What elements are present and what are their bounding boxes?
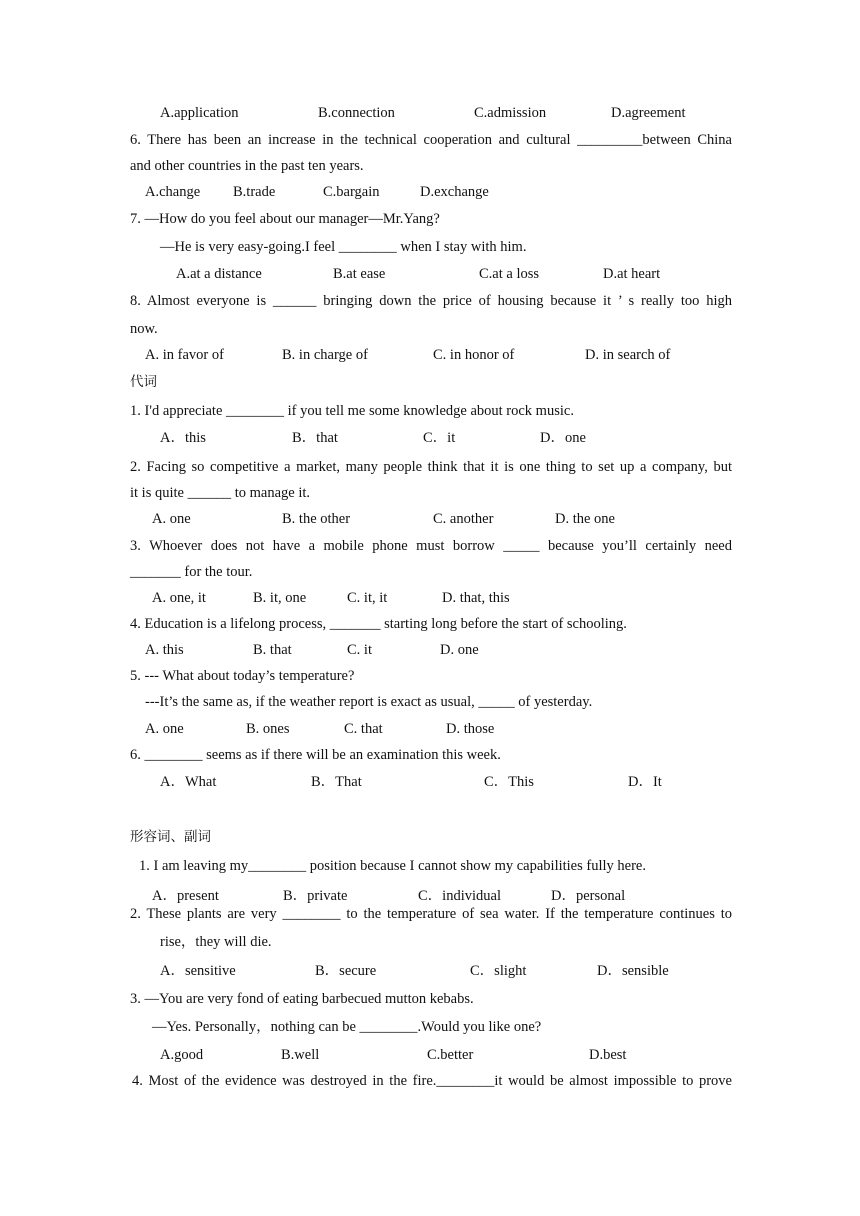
option-d: D. one (440, 642, 479, 658)
option-d: D．one (540, 430, 586, 446)
option-c: C.better (427, 1047, 474, 1063)
option-d: D. that, this (442, 590, 510, 606)
pronoun-question-6-stem: 6. ________ seems as if there will be an examination this week. (130, 747, 501, 763)
option-d: D. in search of (585, 347, 671, 363)
section-heading-adjective-adverb: 形容词、副词 (130, 829, 211, 845)
option-c: C. in honor of (433, 347, 515, 363)
option-d: D.at heart (603, 266, 661, 282)
option-b: B. it, one (253, 590, 307, 606)
question-7-stem: 7. —How do you feel about our manager—Mr.Yang? (130, 211, 440, 227)
option-a: A. one, it (152, 590, 206, 606)
option-a: A.at a distance (176, 266, 262, 282)
option-d: D．sensible (597, 963, 669, 979)
pronoun-question-2-stem-cont: it is quite ______ to manage it. (130, 485, 311, 501)
option-a: A．present (152, 888, 219, 904)
section-heading-pronoun: 代词 (130, 374, 157, 390)
option-a: A．this (160, 430, 206, 446)
question-6-stem: 6. There has been an increase in the technical cooperation and cultural _________between China (130, 132, 732, 148)
option-c: C. that (344, 721, 383, 737)
option-d: D．personal (551, 888, 626, 904)
adjective-question-2-stem-cont: rise，they will die. (160, 934, 272, 950)
option-d: D.exchange (420, 184, 489, 200)
option-b: B．private (283, 888, 348, 904)
option-b: B.at ease (333, 266, 386, 282)
option-a: A．sensitive (160, 963, 236, 979)
option-a: A. in favor of (145, 347, 224, 363)
option-d: D．It (628, 774, 662, 790)
option-b: B. ones (246, 721, 290, 737)
pronoun-question-4-stem: 4. Education is a lifelong process, _______ starting long before the start of schooling. (130, 616, 627, 632)
adjective-question-1-stem: 1. I am leaving my________ position because I cannot show my capabilities fully here. (139, 858, 646, 874)
adjective-question-3-reply: —Yes. Personally，nothing can be ________.Would you like one? (152, 1019, 542, 1035)
pronoun-question-5-reply: ---It’s the same as, if the weather report is exact as usual, _____ of yesterday. (145, 694, 593, 710)
option-b: B．secure (315, 963, 377, 979)
pronoun-question-2-stem: 2. Facing so competitive a market, many people think that it is one thing to set up a company, but (130, 459, 732, 475)
option-a: A. this (145, 642, 184, 658)
option-d: D.agreement (611, 105, 686, 121)
adjective-question-4-stem: 4. Most of the evidence was destroyed in the fire.________it would be almost impossible to prove (132, 1073, 732, 1089)
option-a: A.application (160, 105, 239, 121)
question-6-stem-cont: and other countries in the past ten years. (130, 158, 364, 174)
option-b: B.trade (233, 184, 276, 200)
option-c: C.at a loss (479, 266, 540, 282)
option-a: A. one (145, 721, 184, 737)
question-7-reply: —He is very easy-going.I feel ________ when I stay with him. (160, 239, 527, 255)
option-b: B．that (292, 430, 338, 446)
option-d: D. the one (555, 511, 615, 527)
adjective-question-2-stem: 2. These plants are very ________ to the temperature of sea water. If the temperature continues to (130, 906, 732, 922)
option-b: B.well (281, 1047, 320, 1063)
option-c: C．slight (470, 963, 527, 979)
option-a: A. one (152, 511, 191, 527)
option-b: B．That (311, 774, 362, 790)
option-c: C. another (433, 511, 494, 527)
option-c: C．This (484, 774, 534, 790)
pronoun-question-3-stem-cont: _______ for the tour. (130, 564, 253, 580)
option-c: C.admission (474, 105, 547, 121)
option-a: A.good (160, 1047, 204, 1063)
option-d: D. those (446, 721, 495, 737)
option-b: B. in charge of (282, 347, 368, 363)
question-8-stem-cont: now. (130, 321, 158, 337)
option-c: C．individual (418, 888, 501, 904)
pronoun-question-3-stem: 3. Whoever does not have a mobile phone must borrow _____ because you’ll certainly need (130, 538, 732, 554)
option-c: C．it (423, 430, 456, 446)
option-c: C. it, it (347, 590, 388, 606)
option-a: A．What (160, 774, 217, 790)
option-c: C.bargain (323, 184, 380, 200)
option-b: B. that (253, 642, 292, 658)
option-b: B.connection (318, 105, 395, 121)
option-a: A.change (145, 184, 201, 200)
question-8-stem: 8. Almost everyone is ______ bringing down the price of housing because it ’ s really too high (130, 293, 732, 309)
option-d: D.best (589, 1047, 627, 1063)
option-b: B. the other (282, 511, 351, 527)
option-c: C. it (347, 642, 372, 658)
adjective-question-3-stem: 3. —You are very fond of eating barbecued mutton kebabs. (130, 991, 474, 1007)
pronoun-question-5-stem: 5. --- What about today’s temperature? (130, 668, 355, 684)
pronoun-question-1-stem: 1. I'd appreciate ________ if you tell me some knowledge about rock music. (130, 403, 574, 419)
